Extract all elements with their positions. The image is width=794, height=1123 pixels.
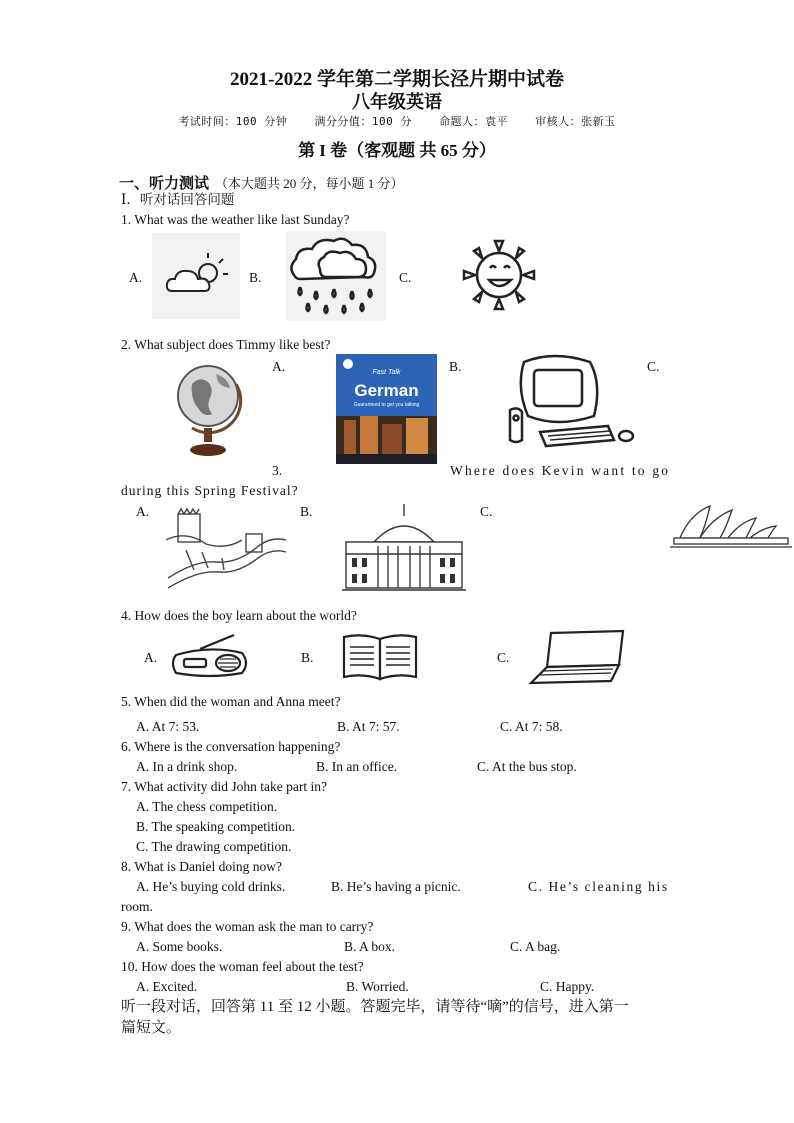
q2-option-b: B.: [449, 359, 462, 374]
cloudy-icon: [152, 233, 240, 319]
rain-icon: [286, 231, 386, 321]
q6-option-c: C. At the bus stop.: [477, 759, 577, 774]
instruction-line-1: 听一段对话，回答第 11 至 12 小题。答题完毕，请等待“嘀”的信号，进入第一: [121, 999, 629, 1015]
q3-option-a: A.: [136, 504, 150, 519]
computer-icon: [502, 354, 638, 450]
q7-option-c: C. The drawing competition.: [136, 839, 292, 854]
question-4: 4. How does the boy learn about the world?: [121, 608, 357, 623]
q8-option-b: B. He’s having a picnic.: [331, 879, 461, 894]
q4-option-c: C.: [497, 650, 510, 665]
q1-option-b: B.: [249, 270, 262, 285]
q10-option-b: B. Worried.: [346, 979, 409, 994]
q5-option-a: A. At 7: 53.: [136, 719, 200, 734]
q8-option-c: C. He’s cleaning his: [528, 879, 669, 894]
question-5: 5. When did the woman and Anna meet?: [121, 694, 341, 709]
q9-option-b: B. A box.: [344, 939, 396, 954]
q6-option-b: B. In an office.: [316, 759, 398, 774]
question-8: 8. What is Daniel doing now?: [121, 859, 282, 874]
q8-option-c-cont: room.: [121, 899, 153, 914]
exam-meta: [0, 113, 794, 129]
q2-option-c: C.: [647, 359, 660, 374]
exam-title: 2021-2022 学年第二学期长泾片期中试卷: [229, 69, 565, 90]
section-note: （本大题共 20 分，每小题 1 分）: [215, 176, 404, 191]
sun-icon: [458, 237, 544, 317]
q1-option-a: A.: [129, 270, 143, 285]
q6-option-a: A. In a drink shop.: [136, 759, 238, 774]
question-10: 10. How does the woman feel about the test?: [121, 959, 364, 974]
q3-option-c: C.: [480, 504, 493, 519]
q3-number: 3.: [272, 463, 283, 478]
question-3-part1: Where does Kevin want to go: [450, 463, 671, 478]
laptop-icon: [527, 629, 627, 685]
q9-option-c: C. A bag.: [510, 939, 561, 954]
q5-option-b: B. At 7: 57.: [337, 719, 400, 734]
question-9: 9. What does the woman ask the man to carry?: [121, 919, 374, 934]
book-title: German: [354, 381, 419, 400]
great-wall-image: [166, 500, 288, 596]
q9-option-a: A. Some books.: [136, 939, 223, 954]
question-6: 6. Where is the conversation happening?: [121, 739, 341, 754]
opera-house-image: [670, 500, 792, 550]
radio-icon: [170, 633, 252, 679]
q4-option-b: B.: [301, 650, 314, 665]
q3-option-b: B.: [300, 504, 313, 519]
volume-heading: 第 I 卷（客观题 共 65 分）: [298, 141, 496, 160]
book-subtitle: Fast Talk: [372, 369, 401, 376]
section-title: 一、听力测试: [119, 176, 210, 192]
q10-option-a: A. Excited.: [136, 979, 198, 994]
instruction-line-2: 篇短文。: [121, 1020, 182, 1036]
book-tagline: Guaranteed to get you talking: [353, 402, 420, 408]
q7-option-a: A. The chess competition.: [136, 799, 278, 814]
question-1: 1. What was the weather like last Sunday?: [121, 212, 350, 227]
q1-option-c: C.: [399, 270, 412, 285]
q5-option-c: C. At 7: 58.: [500, 719, 563, 734]
exam-reviewer: 审核人：张新玉: [535, 115, 616, 128]
question-3-part2: during this Spring Festival?: [121, 483, 299, 498]
book-icon: [340, 631, 420, 683]
q4-option-a: A.: [144, 650, 158, 665]
section-heading: [119, 172, 404, 193]
globe-image: [172, 358, 244, 460]
question-7: 7. What activity did John take part in?: [121, 779, 327, 794]
exam-time: 考试时间：100 分钟: [178, 115, 288, 128]
exam-score: 满分分值：100 分: [314, 115, 412, 128]
q8-option-a: A. He’s buying cold drinks.: [136, 879, 286, 894]
q2-option-a: A.: [272, 359, 286, 374]
q7-option-b: B. The speaking competition.: [136, 819, 296, 834]
part-heading: Ⅰ．听对话回答问题: [121, 192, 235, 207]
exam-subtitle: 八年级英语: [352, 92, 442, 112]
exam-author: 命题人：袁平: [439, 115, 509, 128]
white-house-image: [342, 502, 466, 594]
question-2: 2. What subject does Timmy like best?: [121, 337, 331, 352]
q10-option-c: C. Happy.: [540, 979, 595, 994]
